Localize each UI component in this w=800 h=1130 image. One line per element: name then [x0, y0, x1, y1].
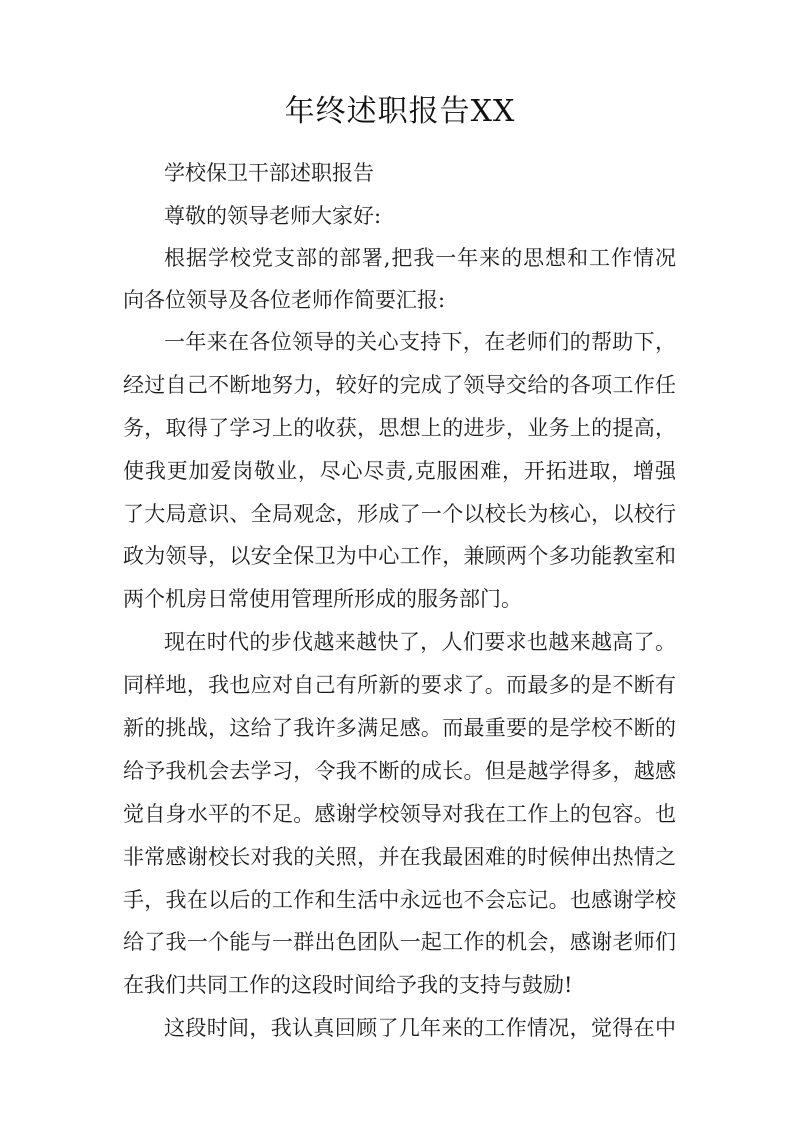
document-title: 年终述职报告XX	[284, 94, 516, 129]
paragraph-3-line-8: 给了我一个能与一群出色团队一起工作的机会，感谢老师们	[123, 930, 676, 954]
paragraph-2-line-1: 一年来在各位领导的关心支持下，在老师们的帮助下，	[164, 330, 676, 354]
paragraph-3-line-6: 非常感谢校长对我的关照，并在我最困难的时候伸出热情之	[123, 845, 676, 869]
paragraph-3-line-3: 新的挑战，这给了我许多满足感。而最重要的是学校不断的	[123, 716, 676, 740]
paragraph-3-line-4: 给予我机会去学习，令我不断的成长。但是越学得多，越感	[123, 759, 676, 783]
paragraph-2-line-6: 政为领导，以安全保卫为中心工作，兼顾两个多功能教室和	[123, 544, 676, 568]
paragraph-1-line-1: 根据学校党支部的部署,把我一年来的思想和工作情况	[164, 246, 676, 270]
paragraph-3-line-1: 现在时代的步伐越来越快了，人们要求也越来越高了。	[164, 630, 676, 654]
paragraph-2-line-3: 务，取得了学习上的收获，思想上的进步，业务上的提高，	[123, 416, 676, 440]
paragraph-3-line-5: 觉自身水平的不足。感谢学校领导对我在工作上的包容。也	[123, 802, 676, 826]
paragraph-2-line-5: 了大局意识、全局观念，形成了一个以校长为核心，以校行	[123, 502, 676, 526]
paragraph-3-line-9: 在我们共同工作的这段时间给予我的支持与鼓励!	[123, 973, 573, 997]
paragraph-4-line-1: 这段时间，我认真回顾了几年来的工作情况，觉得在中	[164, 1016, 676, 1040]
paragraph-2-line-4: 使我更加爱岗敬业，尽心尽责,克服困难，开拓进取，增强	[123, 459, 676, 483]
paragraph-3-line-7: 手，我在以后的工作和生活中永远也不会忘记。也感谢学校	[123, 888, 676, 912]
paragraph-3-line-2: 同样地，我也应对自己有所新的要求了。而最多的是不断有	[123, 673, 676, 697]
paragraph-2-line-7: 两个机房日常使用管理所形成的服务部门。	[123, 587, 522, 611]
greeting-line: 尊敬的领导老师大家好:	[164, 204, 382, 228]
paragraph-2-line-2: 经过自己不断地努力，较好的完成了领导交给的各项工作任	[123, 373, 676, 397]
document-subtitle: 学校保卫干部述职报告	[164, 161, 374, 185]
paragraph-1-line-2: 向各位领导及各位老师作简要汇报:	[123, 288, 446, 312]
